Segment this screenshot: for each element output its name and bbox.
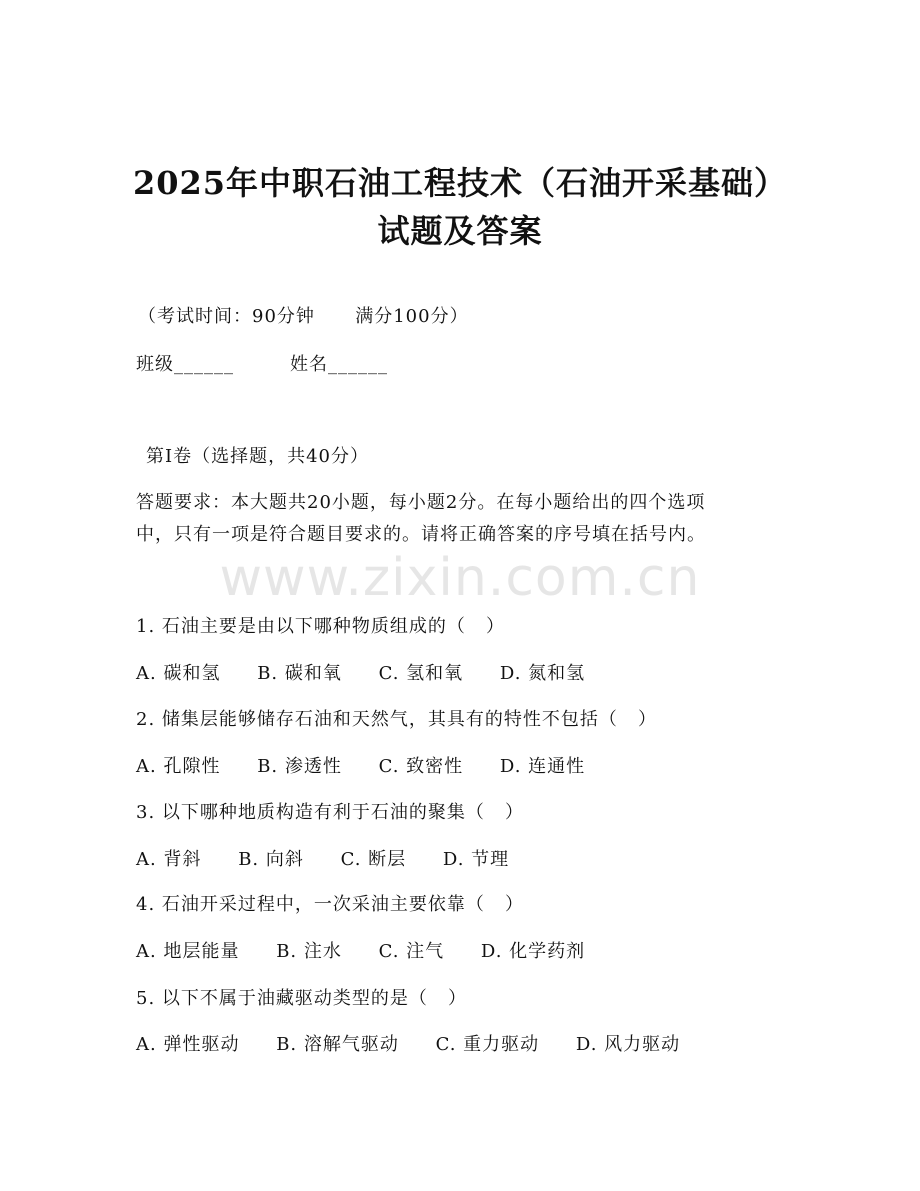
option-a: A. 地层能量 (136, 941, 240, 962)
instructions-line2: 中，只有一项是符合题目要求的。请将正确答案的序号填在括号内。 (136, 524, 706, 545)
option-b: B. 渗透性 (257, 756, 342, 777)
option-d: D. 连通性 (499, 756, 586, 777)
document-title-line1: 2025年中职石油工程技术（石油开采基础） (132, 164, 788, 202)
question-5: 5. 以下不属于油藏驱动类型的是（ ） (136, 988, 468, 1009)
option-a: A. 碳和氢 (136, 663, 221, 684)
option-b: B. 碳和氧 (257, 663, 342, 684)
option-c: C. 断层 (340, 849, 407, 870)
question-2-options (136, 752, 615, 778)
section-title: 第Ⅰ卷（选择题，共40分） (146, 446, 370, 467)
exam-info: （考试时间：90分钟 满分100分） (138, 306, 469, 327)
option-a: A. 背斜 (136, 849, 202, 870)
question-3: 3. 以下哪种地质构造有利于石油的聚集（ ） (136, 802, 525, 823)
class-field-label: 班级______ (136, 354, 234, 375)
document-title-line2: 试题及答案 (377, 212, 543, 250)
option-c: C. 氢和氧 (378, 663, 464, 684)
option-c: C. 重力驱动 (435, 1034, 540, 1055)
option-d: D. 节理 (442, 849, 510, 870)
question-5-options (136, 1030, 710, 1056)
option-d: D. 氮和氢 (499, 663, 586, 684)
question-2: 2. 储集层能够储存石油和天然气，其具有的特性不包括（ ） (136, 709, 658, 730)
option-a: A. 弹性驱动 (136, 1034, 240, 1055)
instructions-line1: 答题要求：本大题共20小题，每小题2分。在每小题给出的四个选项 (136, 492, 706, 513)
option-c: C. 致密性 (378, 756, 464, 777)
option-a: A. 孔隙性 (136, 756, 221, 777)
question-4-options (136, 937, 615, 963)
student-info-row (136, 350, 388, 376)
option-b: B. 注水 (276, 941, 342, 962)
option-c: C. 注气 (378, 941, 445, 962)
option-b: B. 向斜 (238, 849, 304, 870)
question-1: 1. 石油主要是由以下哪种物质组成的（ ） (136, 616, 506, 637)
question-1-options (136, 659, 615, 685)
option-d: D. 风力驱动 (575, 1034, 681, 1055)
option-b: B. 溶解气驱动 (276, 1034, 399, 1055)
question-3-options (136, 845, 539, 871)
question-4: 4. 石油开采过程中，一次采油主要依靠（ ） (136, 894, 525, 915)
name-field-label: 姓名______ (290, 354, 388, 375)
watermark: www.zixin.com.cn (219, 548, 701, 608)
option-d: D. 化学药剂 (480, 941, 586, 962)
